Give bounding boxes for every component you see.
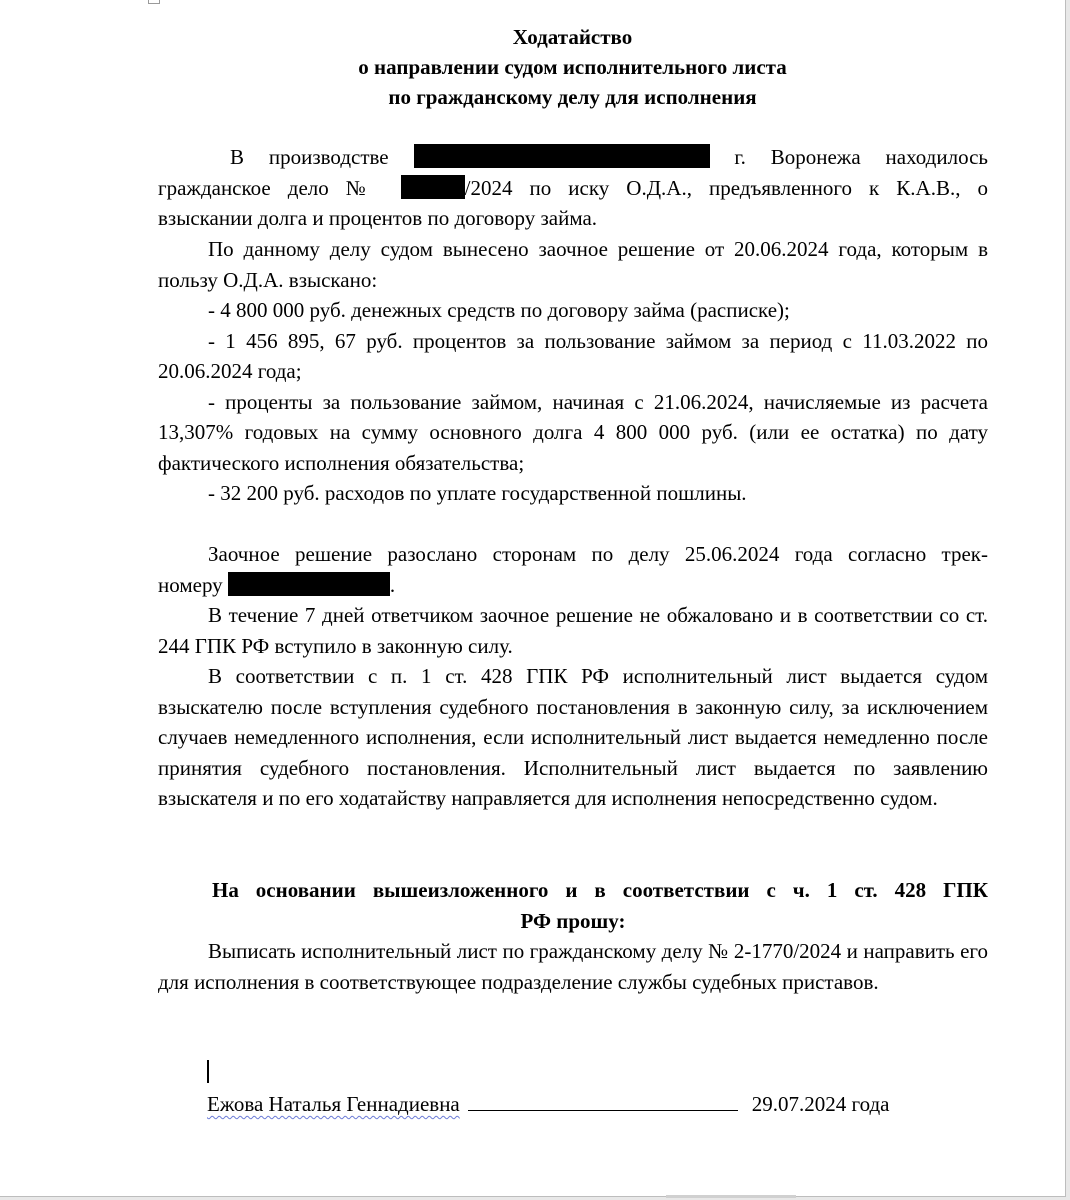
request-heading: [158, 875, 988, 936]
signature-name: Ежова Наталья Геннадиевна: [207, 1092, 460, 1116]
title-line-1: Ходатайство: [512, 25, 633, 49]
text-cursor: [207, 1060, 209, 1083]
p1-text-a: В производстве: [230, 145, 389, 169]
title-line-2: о направлении судом исполнительного листа: [358, 55, 787, 79]
paragraph-decision: [158, 234, 988, 509]
p3-text-a: Заочное решение разослано сторонам по делу 25.06.2024 года согласно трек-: [208, 542, 988, 566]
p2-text: По данному делу судом вынесено заочное решение от 20.06.2024 года, которым в пользу О.Д.А. взыскано:: [158, 237, 988, 292]
request-line-2: РФ прошу:: [520, 908, 626, 933]
p1-text-c: гражданское дело №: [158, 175, 378, 200]
document-title: [0, 22, 1065, 112]
p4-text: В течение 7 дней ответчиком заочное решение не обжаловано и в соответствии со ст. 244 ГПК РФ вступило в законную силу.: [158, 603, 988, 658]
list-item-4: - 32 200 руб. расходов по уплате государственной пошлины.: [208, 481, 747, 505]
p3-text-b: номеру: [158, 572, 223, 597]
signature-block: [207, 1092, 890, 1117]
list-item-2: - 1 456 895, 67 руб. процентов за пользование займом за период с 11.03.2022 по 20.06.2024 года;: [158, 328, 988, 383]
page-bottom-strip: [666, 1195, 796, 1198]
p1-text-b: г. Воронежа находилось: [734, 145, 988, 169]
paragraph-proceedings: [158, 142, 988, 234]
redacted-court-name: [414, 144, 710, 168]
signature-line: [468, 1109, 738, 1111]
signature-date: 29.07.2024 года: [751, 1092, 890, 1116]
request-line-1: На основании вышеизложенного и в соответствии с ч. 1 ст. 428 ГПК: [212, 878, 988, 902]
list-item-3: - проценты за пользование займом, начиная с 21.06.2024, начисляемые из расчета 13,307% годовых на сумму основного долга 4 800 000 руб. (или ее остатка) по дату фактического исполнения обязательства;: [158, 389, 988, 475]
p3-text-c: .: [389, 572, 396, 597]
paragraph-request: [158, 936, 988, 997]
p5-text: В соответствии с п. 1 ст. 428 ГПК РФ исполнительный лист выдается судом взыскателю после вступления судебного постановления в законную силу, за исключением случаев немедленного исполнения, если исполнительный лист выдается немедленно после принятия судебного постановления. Исполнительный лист выдается по заявлению взыскателя и по его ходатайству направляется для исполнения непосредственно судом.: [158, 664, 988, 810]
p6-text: Выписать исполнительный лист по гражданскому делу № 2-1770/2024 и направить его для исполнения в соответствующее подразделение службы судебных приставов.: [158, 939, 988, 994]
p1-text-d: /2024 по иску О.Д.А., предъявленного к К.А.В., о: [464, 175, 988, 200]
title-line-3: по гражданскому делу для исполнения: [388, 85, 757, 109]
page-corner-mark: [148, 0, 160, 4]
list-item-1: - 4 800 000 руб. денежных средств по договору займа (расписке);: [208, 298, 790, 322]
p1-text-e: взыскании долга и процентов по договору займа.: [158, 206, 598, 230]
redacted-track-number: [228, 572, 390, 596]
paragraph-sent: [158, 539, 988, 814]
redacted-case-number: [401, 175, 465, 199]
